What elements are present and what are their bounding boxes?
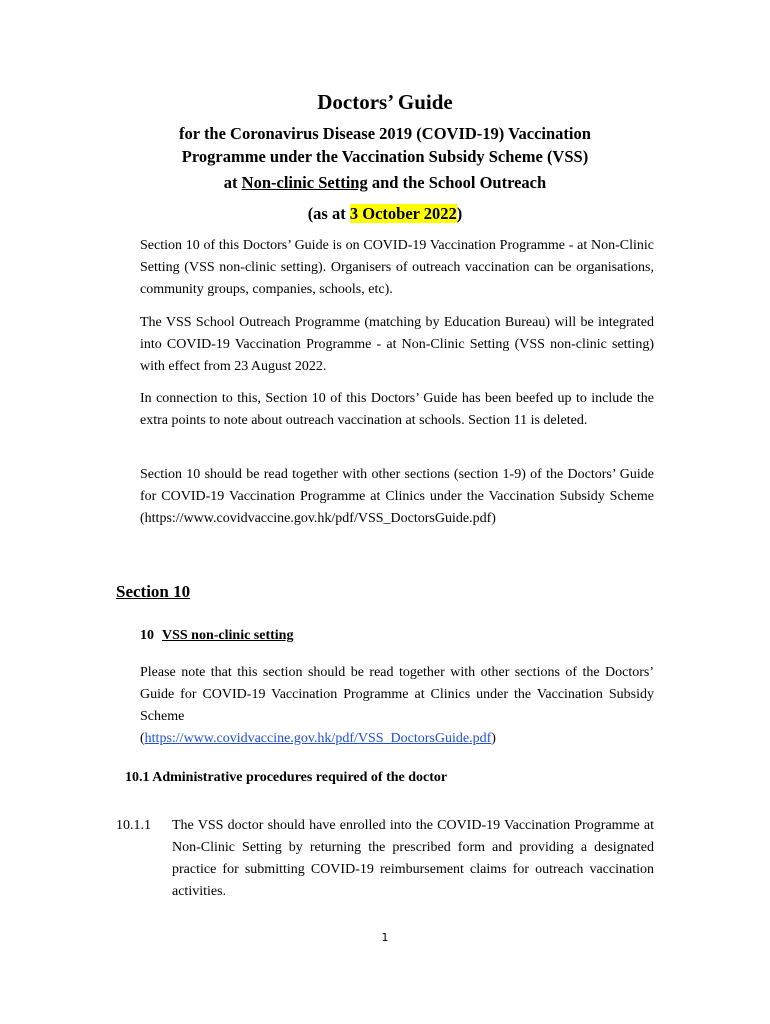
subtitle-line-1: for the Coronavirus Disease 2019 (COVID-19) Vaccination [179,124,591,143]
intro-paragraph-4: Section 10 should be read together with other sections (section 1-9) of the Doctors’ Guide for COVID-19 Vaccination Programme at Clinics under the Vaccination Subsidy Scheme (https://www.covidvaccine.gov.hk/pdf/VSS_DoctorsGuide.pdf) [140,467,654,526]
document-subtitle [0,122,770,168]
section-10-paragraph [140,662,654,750]
intro-paragraph-2: The VSS School Outreach Programme (matching by Education Bureau) will be integrated into COVID-19 Vaccination Programme - at Non-Clinic Setting (VSS non-clinic setting) with effect from 23 August 2022. [140,315,654,374]
asat-prefix: (as at [307,204,350,223]
subtitle-line-2: Programme under the Vaccination Subsidy Scheme (VSS) [181,147,589,166]
setting-suffix: and the School Outreach [367,173,547,192]
item-text: The VSS doctor should have enrolled into the COVID-19 Vaccination Programme at Non-Clinic Setting by returning the prescribed form and providing a designated practice for submitting COVID-19 reimbursement claims for outreach vaccination activities. [172,818,654,899]
setting-prefix: at [223,173,242,192]
link-close-paren: ) [491,731,496,746]
intro-paragraph-1: Section 10 of this Doctors’ Guide is on COVID-19 Vaccination Programme - at Non-Clinic Setting (VSS non-clinic setting). Organisers of outreach vaccination can be organisations, community groups, companies, schools, etc). [140,238,654,297]
asat-suffix: ) [456,204,463,223]
subheading-number: 10 [140,628,154,643]
setting-underlined: Non-clinic Setting [241,173,368,192]
intro-paragraph-3: In connection to this, Section 10 of this Doctors’ Guide has been beefed up to include the extra points to note about outreach vaccination at schools. Section 11 is deleted. [140,391,654,428]
item-number: 10.1.1 [116,818,151,833]
section-10-paragraph-text: Please note that this section should be read together with other sections of the Doctors’ Guide for COVID-19 Vaccination Programme at Clinics under the Vaccination Subsidy Scheme [140,665,654,724]
doctors-guide-link[interactable]: https://www.covidvaccine.gov.hk/pdf/VSS_DoctorsGuide.pdf [144,731,492,746]
section-10-heading: Section 10 [116,582,191,601]
link-open-paren: ( [140,731,145,746]
asat-date-highlight: 3 October 2022 [349,204,457,223]
page-number: 1 [381,931,389,944]
section-10-paragraph-link-line [140,728,654,750]
subheading-label: VSS non-clinic setting [162,628,294,643]
setting-line [0,171,770,194]
admin-procedures-heading: 10.1 Administrative procedures required of the doctor [125,770,448,785]
as-at-date-line [0,201,770,227]
document-title: Doctors’ Guide [317,90,453,114]
section-10-subheading [140,625,293,647]
